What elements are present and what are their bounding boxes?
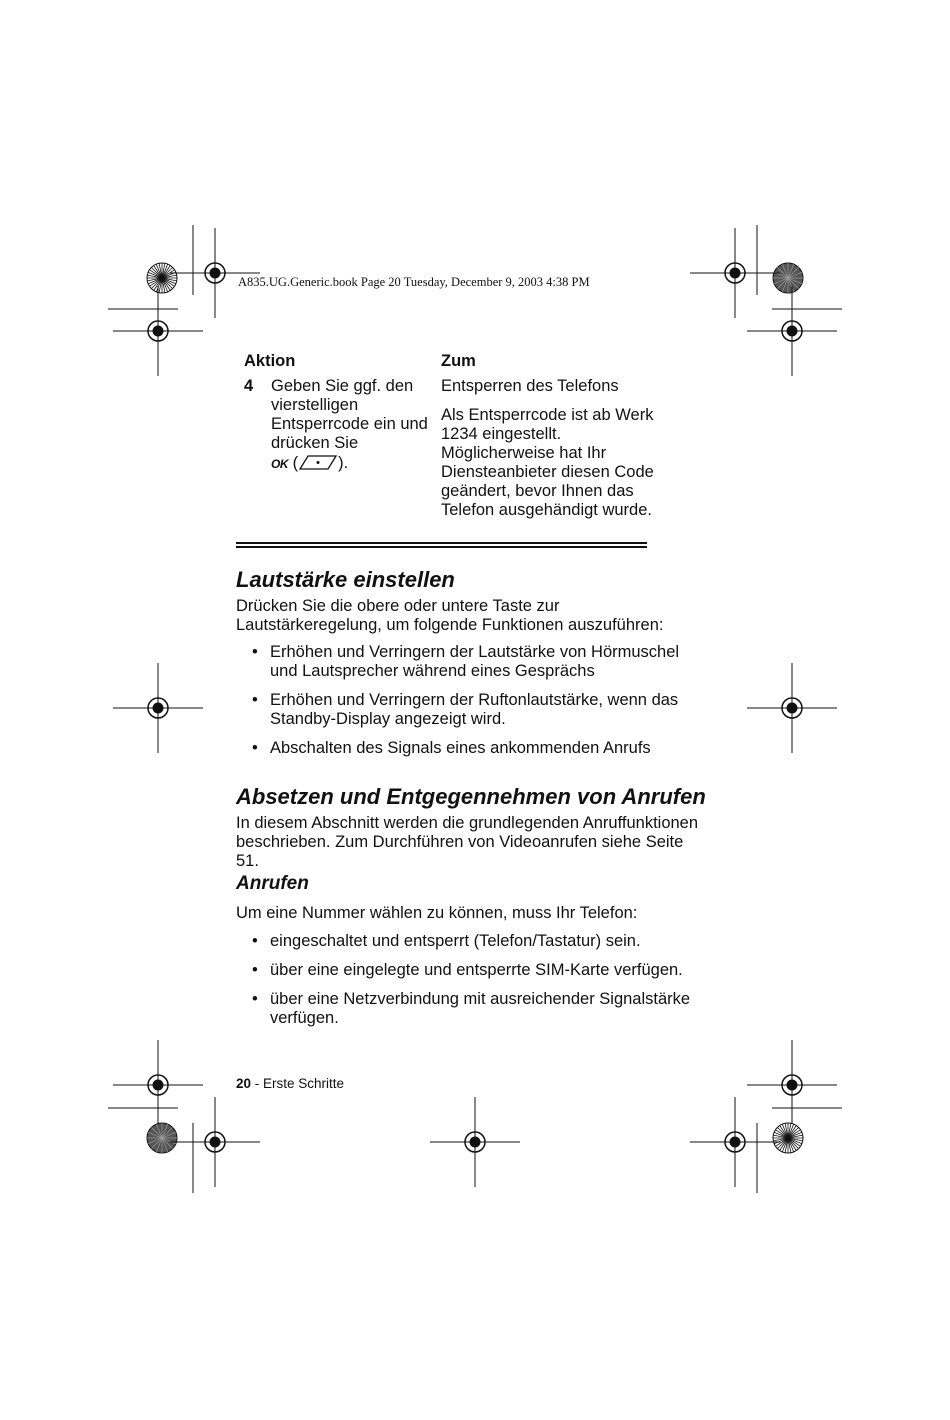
table-header-action: Aktion bbox=[244, 352, 296, 370]
ok-key-label: OK bbox=[271, 457, 288, 471]
heading-dial: Anrufen bbox=[236, 873, 309, 894]
purpose-column bbox=[441, 377, 656, 530]
table-divider-bottom bbox=[236, 546, 647, 548]
ok-close-paren: ). bbox=[338, 454, 349, 472]
bullet-icon: • bbox=[252, 990, 258, 1008]
page-number: 20 bbox=[236, 1076, 252, 1091]
print-header: A835.UG.Generic.book Page 20 Tuesday, December 9, 2003 4:38 PM bbox=[238, 275, 590, 289]
section-volume bbox=[236, 567, 706, 758]
list-item bbox=[236, 691, 706, 729]
page-footer bbox=[236, 1076, 344, 1091]
list-item-text: über eine Netzverbindung mit ausreichender Signalstärke verfügen. bbox=[270, 990, 691, 1027]
bullet-icon: • bbox=[252, 643, 258, 661]
section-calls bbox=[236, 784, 706, 871]
purpose-line-2: Als Entsperrcode ist ab Werk 1234 eingestellt. Möglicherweise hat Ihr Diensteanbieter diesen Code geändert, bevor Ihnen das Telefon ausgehändigt wurde. bbox=[441, 406, 654, 519]
dial-bullet-list bbox=[236, 932, 706, 1028]
bullet-icon: • bbox=[252, 691, 258, 709]
step-instruction: Geben Sie ggf. den vierstelligen Entsperrcode ein und drücken Sie bbox=[271, 377, 428, 452]
list-item-text: Abschalten des Signals eines ankommenden Anrufs bbox=[270, 739, 651, 757]
list-item-text: über eine eingelegte und entsperrte SIM-Karte verfügen. bbox=[270, 961, 683, 979]
list-item bbox=[236, 739, 706, 758]
list-item-text: Erhöhen und Verringern der Ruftonlautstärke, wenn das Standby-Display angezeigt wird. bbox=[270, 691, 679, 728]
list-item bbox=[236, 932, 706, 951]
volume-intro: Drücken Sie die obere oder untere Taste zur Lautstärkeregelung, um folgende Funktionen auszuführen: bbox=[236, 597, 664, 634]
heading-calls: Absetzen und Entgegennehmen von Anrufen bbox=[236, 784, 706, 809]
ok-key-line bbox=[271, 453, 431, 474]
heading-volume: Lautstärke einstellen bbox=[236, 567, 455, 592]
list-item-text: eingeschaltet und entsperrt (Telefon/Tastatur) sein. bbox=[270, 932, 641, 950]
list-item-text: Erhöhen und Verringern der Lautstärke von Hörmuschel und Lautsprecher während eines Gesprächs bbox=[270, 643, 680, 680]
dial-intro: Um eine Nummer wählen zu können, muss Ihr Telefon: bbox=[236, 904, 638, 922]
ok-open-paren: ( bbox=[292, 454, 299, 472]
calls-intro: In diesem Abschnitt werden die grundlegenden Anruffunktionen beschrieben. Zum Durchführen von Videoanrufen siehe Seite 51. bbox=[236, 814, 699, 870]
volume-bullet-list bbox=[236, 643, 706, 758]
list-item bbox=[236, 990, 706, 1028]
bullet-icon: • bbox=[252, 739, 258, 757]
list-item bbox=[236, 961, 706, 980]
bullet-icon: • bbox=[252, 932, 258, 950]
softkey-icon bbox=[298, 453, 338, 471]
table-header-purpose: Zum bbox=[441, 352, 476, 370]
list-item bbox=[236, 643, 706, 681]
bullet-icon: • bbox=[252, 961, 258, 979]
footer-section: - Erste Schritte bbox=[251, 1076, 345, 1091]
purpose-line-1: Entsperren des Telefons bbox=[441, 377, 619, 395]
step-number: 4 bbox=[244, 377, 254, 395]
section-dial bbox=[236, 872, 706, 1028]
table-divider-top bbox=[236, 542, 647, 544]
step-text bbox=[271, 377, 431, 474]
